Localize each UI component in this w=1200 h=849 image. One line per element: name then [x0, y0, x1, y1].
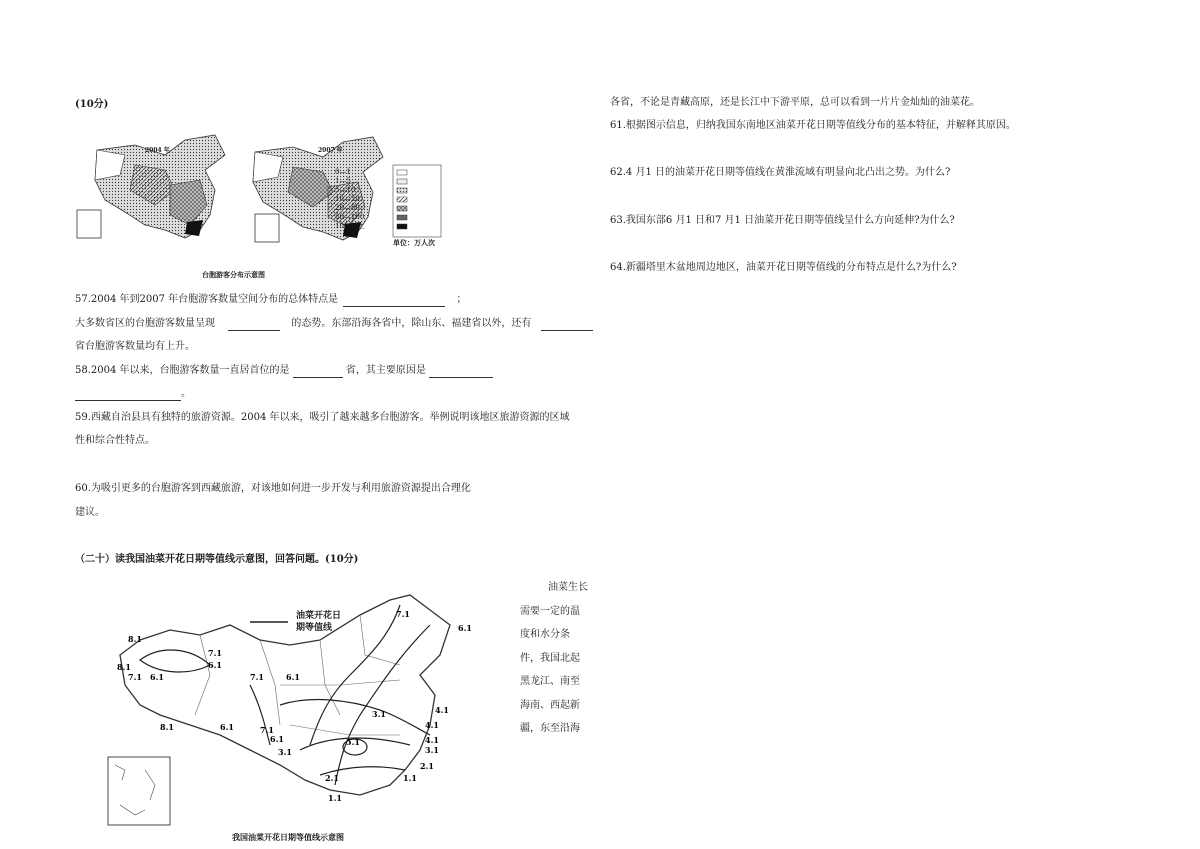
isoline-label: 2.1 [420, 761, 434, 771]
q59-line1: 59.西藏自治县具有独特的旅游资源。2004 年以来，吸引了越来越多台胞游客。举例说明该地区旅游资源的区域 [75, 412, 570, 423]
right-line1: 各省，不论是青藏高原，还是长江中下游平原，总可以看到一片片金灿灿的油菜花。 [610, 97, 980, 108]
answer-blank[interactable] [343, 296, 445, 307]
map-2007-year: 2007 年 [318, 147, 343, 154]
isoline-label: 7.1 [396, 609, 410, 619]
q59-line2: 性和综合性特点。 [75, 435, 155, 446]
isoline-label: 4.1 [425, 735, 439, 745]
isoline-label: 7.1 [250, 672, 264, 682]
isoline-label: 5.1 [346, 737, 360, 747]
isoline-label: 6.1 [270, 734, 284, 744]
isoline-label: 6.1 [150, 672, 164, 682]
legend-item: 5—10 [335, 186, 356, 194]
legend-unit: 单位：万人次 [393, 238, 435, 247]
q64: 64.新疆塔里木盆地周边地区，油菜开花日期等值线的分布特点是什么?为什么? [610, 262, 957, 273]
legend-item: 10—20 [335, 195, 360, 203]
isoline-label: 7.1 [208, 648, 222, 658]
q57-line1: 57.2004 年到2007 年台胞游客数量空间分布的总体特点是 ； [75, 294, 467, 305]
legend-item: 0—1 [335, 168, 351, 176]
legend-item: 20—80 [335, 204, 360, 212]
q63: 63.我国东部6 月1 日和7 月1 日油菜开花日期等值线呈什么方向延伸?为什么? [610, 215, 955, 226]
isoline-label: 8.1 [117, 662, 131, 672]
legend-item: 80—100 [335, 213, 365, 221]
q60-line1: 60.为吸引更多的台胞游客到西藏旅游，对该地如何进一步开发与利用旅游资源提出合理化 [75, 483, 471, 494]
score-label: (10分) [75, 99, 109, 110]
q58-line2: 。 [75, 387, 191, 401]
section-20-title: （二十）读我国油菜开花日期等值线示意图，回答问题。(10分) [75, 554, 359, 565]
legend-item: 100 以上 [335, 222, 365, 230]
isoline-label: 8.1 [160, 722, 174, 732]
q60-line2: 建议。 [75, 507, 105, 518]
isoline-label: 6.1 [286, 672, 300, 682]
q57-line3: 省台胞游客数量均有上升。 [75, 341, 195, 352]
side-text: 油菜生长 需要一定的温 度和水分条 件，我国北起 黑龙江、南至 海南、西起新 疆，东至沿海 [520, 582, 588, 734]
isoline-label: 6.1 [220, 722, 234, 732]
answer-blank[interactable] [75, 390, 181, 401]
isoline-label: 8.1 [128, 634, 142, 644]
isoline-label: 7.1 [128, 672, 142, 682]
isoline-label: 3.1 [425, 745, 439, 755]
isoline-legend-text: 油菜开花日 期等值线 [296, 611, 342, 633]
q61: 61.根据图示信息，归纳我国东南地区油菜开花日期等值线分布的基本特征，并解释其原因。 [610, 120, 1016, 131]
taiwan-tourist-figure [75, 130, 515, 280]
map-2004-year: 2004 年 [145, 147, 170, 154]
fig1-caption: 台胞游客分布示意图 [202, 270, 265, 279]
q62: 62.4 月1 日的油菜开花日期等值线在黄淮流域有明显向北凸出之势。为什么? [610, 167, 951, 178]
tourist-maps [75, 130, 515, 280]
isoline-label: 3.1 [372, 709, 386, 719]
isoline-label: 2.1 [325, 773, 339, 783]
isoline-label: 4.1 [425, 720, 439, 730]
isoline-label: 1.1 [403, 773, 417, 783]
isoline-label: 3.1 [278, 747, 292, 757]
answer-blank[interactable] [429, 367, 493, 378]
isoline-label: 7.1 [260, 725, 274, 735]
isoline-label: 6.1 [208, 660, 222, 670]
q58-line1: 58.2004 年以来，台胞游客数量一直居首位的是 省，其主要原因是 [75, 364, 493, 378]
fig2-caption: 我国油菜开花日期等值线示意图 [232, 832, 344, 842]
legend-labels [335, 168, 365, 231]
q57-line2: 大多数省区的台胞游客数量呈现 的态势。东部沿海各省中，除山东、福建省以外，还有 [75, 317, 593, 331]
legend-item: 1—5 [335, 177, 351, 185]
rapeseed-isoline-map [100, 585, 500, 830]
isoline-label: 1.1 [328, 793, 342, 803]
isoline-label: 6.1 [458, 623, 472, 633]
south-sea-inset [108, 757, 170, 825]
answer-blank[interactable] [228, 320, 280, 331]
isoline-label: 4.1 [435, 705, 449, 715]
answer-blank[interactable] [541, 320, 593, 331]
answer-blank[interactable] [293, 367, 343, 378]
